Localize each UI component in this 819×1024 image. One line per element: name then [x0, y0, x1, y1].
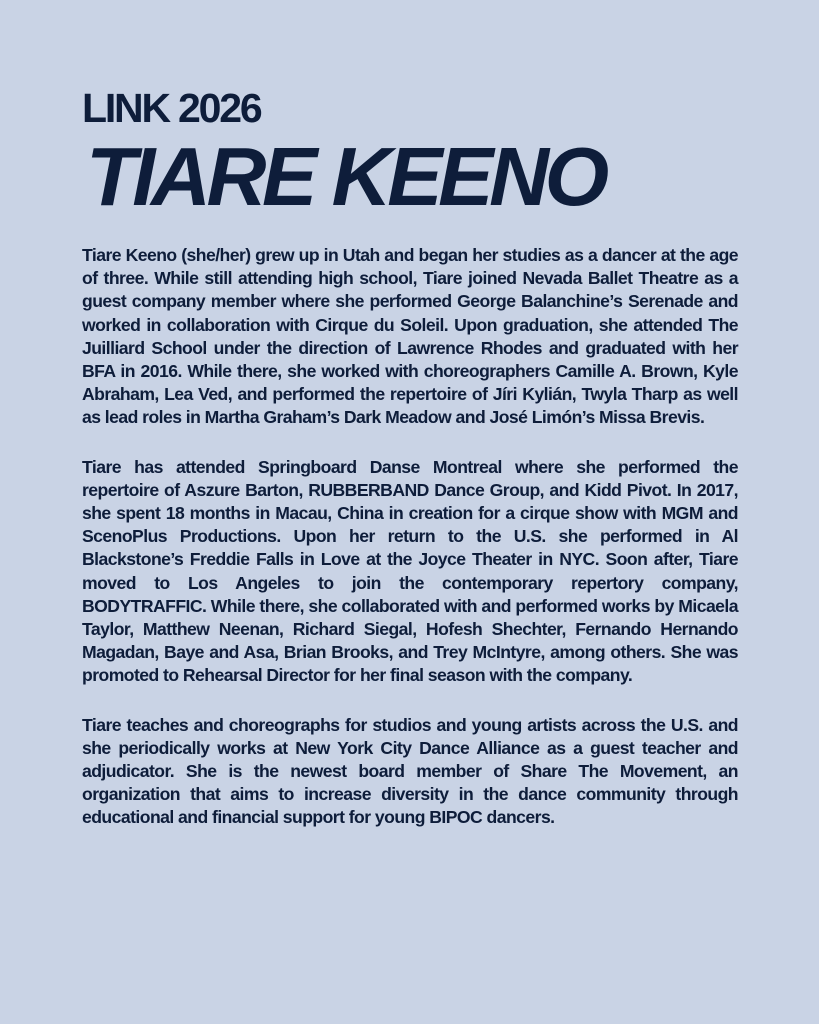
artist-name: TIARE KEENO: [86, 130, 605, 223]
event-label: LINK 2026: [82, 85, 261, 131]
bio-paragraph-career: Tiare has attended Springboard Danse Montreal where she performed the repertoire of Aszure Barton, RUBBERBAND Dance Group, and Kidd Pivot. In 2017, she spent 18 months in Macau, China in creation for a cirque show with MGM and ScenoPlus Productions. Upon her return to the U.S. she performed in Al Blackstone’s Freddie Falls in Love at the Joyce Theater in NYC. Soon after, Tiare moved to Los Angeles to join the contemporary repertory company, BODYTRAFFIC. While there, she collaborated with and performed works by Micaela Taylor, Matthew Neenan, Richard Siegal, Hofesh Shechter, Fernando Hernando Magadan, Baye and Asa, Brian Brooks, and Trey McIntyre, among others. She was promoted to Rehearsal Director for her final season with the company.: [82, 456, 738, 686]
bio-body: [82, 244, 738, 830]
bio-paragraph-early-training: Tiare Keeno (she/her) grew up in Utah and began her studies as a dancer at the age of three. While still attending high school, Tiare joined Nevada Ballet Theatre as a guest company member where she performed George Balanchine’s Serenade and worked in collaboration with Cirque du Soleil. Upon graduation, she attended The Juilliard School under the direction of Lawrence Rhodes and graduated with her BFA in 2016. While there, she worked with choreographers Camille A. Brown, Kyle Abraham, Lea Ved, and performed the repertoire of Jíri Kylián, Twyla Tharp as well as lead roles in Martha Graham’s Dark Meadow and José Limón’s Missa Brevis.: [82, 245, 738, 428]
bio-paragraph-teaching: Tiare teaches and choreographs for studios and young artists across the U.S. and she periodically works at New York City Dance Alliance as a guest teacher and adjudicator. She is the newest board member of Share The Movement, an organization that aims to increase diversity in the dance community through educational and financial support for young BIPOC dancers.: [82, 714, 738, 828]
